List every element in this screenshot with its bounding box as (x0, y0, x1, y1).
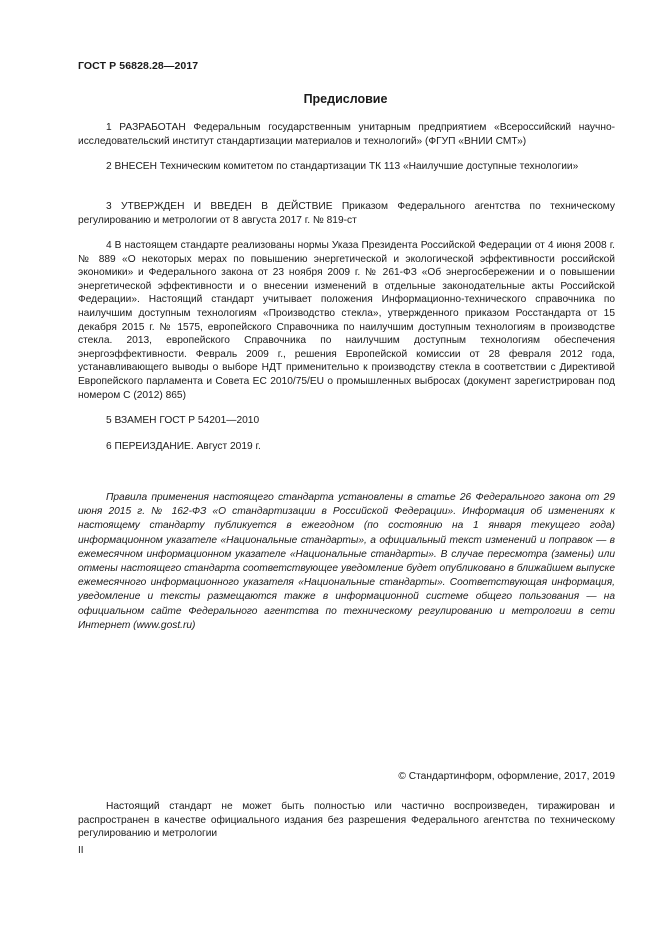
page-number: II (78, 845, 84, 856)
document-code: ГОСТ Р 56828.28—2017 (78, 60, 199, 72)
foreword-paragraph-2: 2 ВНЕСЕН Техническим комитетом по стандартизации ТК 113 «Наилучшие доступные технологии» (106, 161, 579, 172)
foreword-paragraph-5: 5 ВЗАМЕН ГОСТ Р 54201—2010 (106, 415, 260, 426)
foreword-paragraph-4: 4 В настоящем стандарте реализованы нормы Указа Президента Российской Федерации от 4 июня 2008 г. № 889 «О некоторых мерах по повышению энергетической и экологической эффективности российской экономики» и Федерального закона от 23 ноября 2009 г. № 261-ФЗ «Об энергосбережении и о повышении энергетической эффективности и о внесении изменений в отдельные законодательные акты Российской Федерации». Настоящий стандарт учитывает положения Информационно-технического справочника по наилучшим доступным технологиям «Производство стекла», утвержденного приказом Росстандарта от 15 декабря 2015 г. № 1575, европейского Справочника по наилучшим доступным технологиям в производстве стекла. 2013, европейского Справочника по наилучшим доступным технологиям обеспечения энергоэффективности. Февраль 2009 г., решения Европейской комиссии от 28 февраля 2012 года, устанавливающего выводы о выборе НДТ применительно к производству стекла в соответствии с Директивой Европейского парламента и Совета ЕС 2010/75/EU о промышленных выбросах (документ зарегистрирован под номером С (2012) 865) (78, 240, 615, 401)
copyright-line: © Стандартинформ, оформление, 2017, 2019 (398, 771, 615, 782)
foreword-paragraph-6: 6 ПЕРЕИЗДАНИЕ. Август 2019 г. (106, 441, 261, 452)
section-title: Предисловие (303, 92, 388, 106)
rules-notice: Правила применения настоящего стандарта установлены в статье 26 Федерального закона от 29 июня 2015 г. № 162-ФЗ «О стандартизации в Российской Федерации». Информация об изменениях к настоящему стандарту публикуется в ежегодном (по состоянию на 1 января текущего года) информационном указателе «Национальные стандарты», а официальный текст изменений и поправок — в ежемесячном информационном указателе «Национальные стандарты». В случае пересмотра (замены) или отмены настоящего стандарта соответствующее уведомление будет опубликовано в ближайшем выпуске ежемесячного информационного указателя «Национальные стандарты». Соответствующая информация, уведомление и тексты размещаются также в информационной системе общего пользования — на официальном сайте Федерального агентства по техническому регулированию и метрологии в сети Интернет (www.gost.ru) (78, 492, 615, 631)
reproduction-notice: Настоящий стандарт не может быть полностью или частично воспроизведен, тиражирован и распространен в качестве официального издания без разрешения Федерального агентства по техническому регулированию и метрологии (78, 801, 615, 840)
foreword-paragraph-3: 3 УТВЕРЖДЕН И ВВЕДЕН В ДЕЙСТВИЕ Приказом Федерального агентства по техническому регулированию и метрологии от 8 августа 2017 г. № 819-ст (78, 201, 615, 226)
foreword-paragraph-1: 1 РАЗРАБОТАН Федеральным государственным унитарным предприятием «Всероссийский научно-исследовательский институт стандартизации материалов и технологий» (ФГУП «ВНИИ СМТ») (78, 122, 615, 147)
